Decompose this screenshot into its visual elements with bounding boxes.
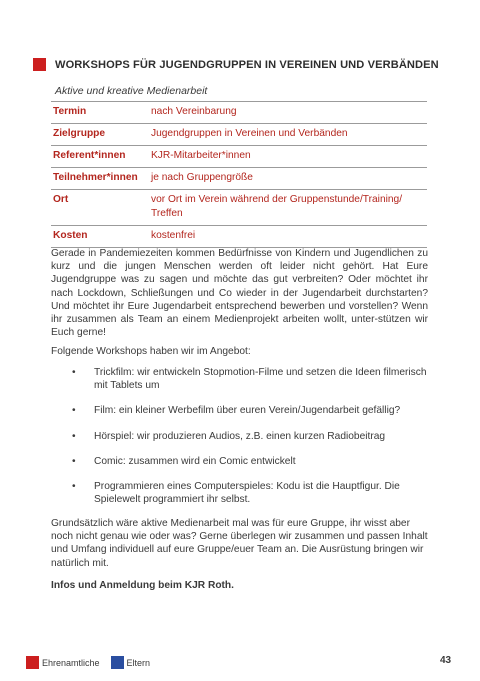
bullet-icon: • — [72, 481, 76, 493]
info-value: je nach Gruppengröße — [147, 168, 427, 190]
audience-legend — [26, 656, 161, 669]
list-item — [51, 366, 428, 392]
info-label: Kosten — [51, 226, 147, 248]
info-label: Teilnehmer*innen — [51, 168, 147, 190]
list-item — [51, 430, 428, 443]
workshop-text: Hörspiel: wir produzieren Audios, z.B. einen kurzen Radiobeitrag — [94, 430, 386, 442]
info-row — [51, 146, 427, 168]
workshop-text: Comic: zusammen wird ein Comic entwickelt — [94, 455, 296, 467]
legend-label: Eltern — [126, 657, 151, 668]
section-heading: WORKSHOPS FÜR JUGENDGRUPPEN IN VEREINEN UND VERBÄNDEN — [55, 58, 439, 71]
legend-label: Ehrenamtliche — [42, 657, 100, 668]
workshop-list — [51, 366, 428, 518]
info-value: KJR-Mitarbeiter*innen — [147, 146, 427, 168]
bullet-icon: • — [72, 455, 76, 467]
workshop-text: Film: ein kleiner Werbefilm über euren Verein/Jugendarbeit gefällig? — [94, 405, 401, 417]
list-item — [51, 404, 428, 417]
bullet-icon: • — [72, 405, 76, 417]
info-label: Termin — [51, 102, 147, 124]
info-label: Ort — [51, 190, 147, 226]
workshop-text: Programmieren eines Computerspieles: Kodu ist die Hauptfigur. Die Spielewelt programmiert ihr selbst. — [94, 481, 400, 506]
contact-line: Infos und Anmeldung beim KJR Roth. — [51, 580, 234, 591]
info-row — [51, 226, 427, 248]
page-number: 43 — [440, 655, 452, 666]
heading-marker — [33, 58, 46, 71]
workshop-text: Trickfilm: wir entwickeln Stopmotion-Filme und setzen die Ideen filmerisch mit Tablets um — [94, 367, 427, 392]
bullet-icon: • — [72, 430, 76, 442]
info-row — [51, 124, 427, 146]
info-value: Jugendgruppen in Vereinen und Verbänden — [147, 124, 427, 146]
intro-paragraph: Gerade in Pandemiezeiten kommen Bedürfnisse von Kindern und Jugendlichen zu kurz und die jungen Menschen werden oft leider nicht gehört. Hat Eure Jugendgruppe was zu sagen und möchte das gut verbreiten? Oder möchtet ihr nach Lockdown, Schließungen und Co wieder in der Jugendarbeit durchstarten? Und möchtet ihr Eure Jugendarbeit entsprechend bewerben und vorstellen? Wenn ihr zusammen als Team an einem Medienprojekt arbeiten wollt, unter-stützen wir Euch gerne! — [51, 248, 428, 339]
info-value: kostenfrei — [147, 226, 427, 248]
info-row — [51, 102, 427, 124]
info-row — [51, 190, 427, 226]
section-subtitle: Aktive und kreative Medienarbeit — [55, 85, 208, 97]
legend-swatch-eltern — [111, 656, 124, 669]
legend-swatch-ehrenamtliche — [26, 656, 39, 669]
info-table — [51, 101, 427, 248]
list-item — [51, 455, 428, 468]
bullet-icon: • — [72, 367, 76, 378]
info-label: Referent*innen — [51, 146, 147, 168]
info-value: nach Vereinbarung — [147, 102, 427, 124]
info-row — [51, 168, 427, 190]
info-value: vor Ort im Verein während der Gruppenstunde/Training/ Treffen — [147, 190, 427, 226]
info-label: Zielgruppe — [51, 124, 147, 146]
workshops-lead: Folgende Workshops haben wir im Angebot: — [51, 346, 251, 357]
section-heading-row — [33, 58, 439, 71]
list-item — [51, 480, 428, 506]
closing-paragraph: Grundsätzlich wäre aktive Medienarbeit mal was für eure Gruppe, ihr wisst aber noch nicht genau wie oder was? Gerne überlegen wir zusammen und passen Inhalt und Umfang individuell auf eure Gruppe/euer Team an. Die Ausrüstung bringen wir natürlich mit. — [51, 518, 428, 569]
